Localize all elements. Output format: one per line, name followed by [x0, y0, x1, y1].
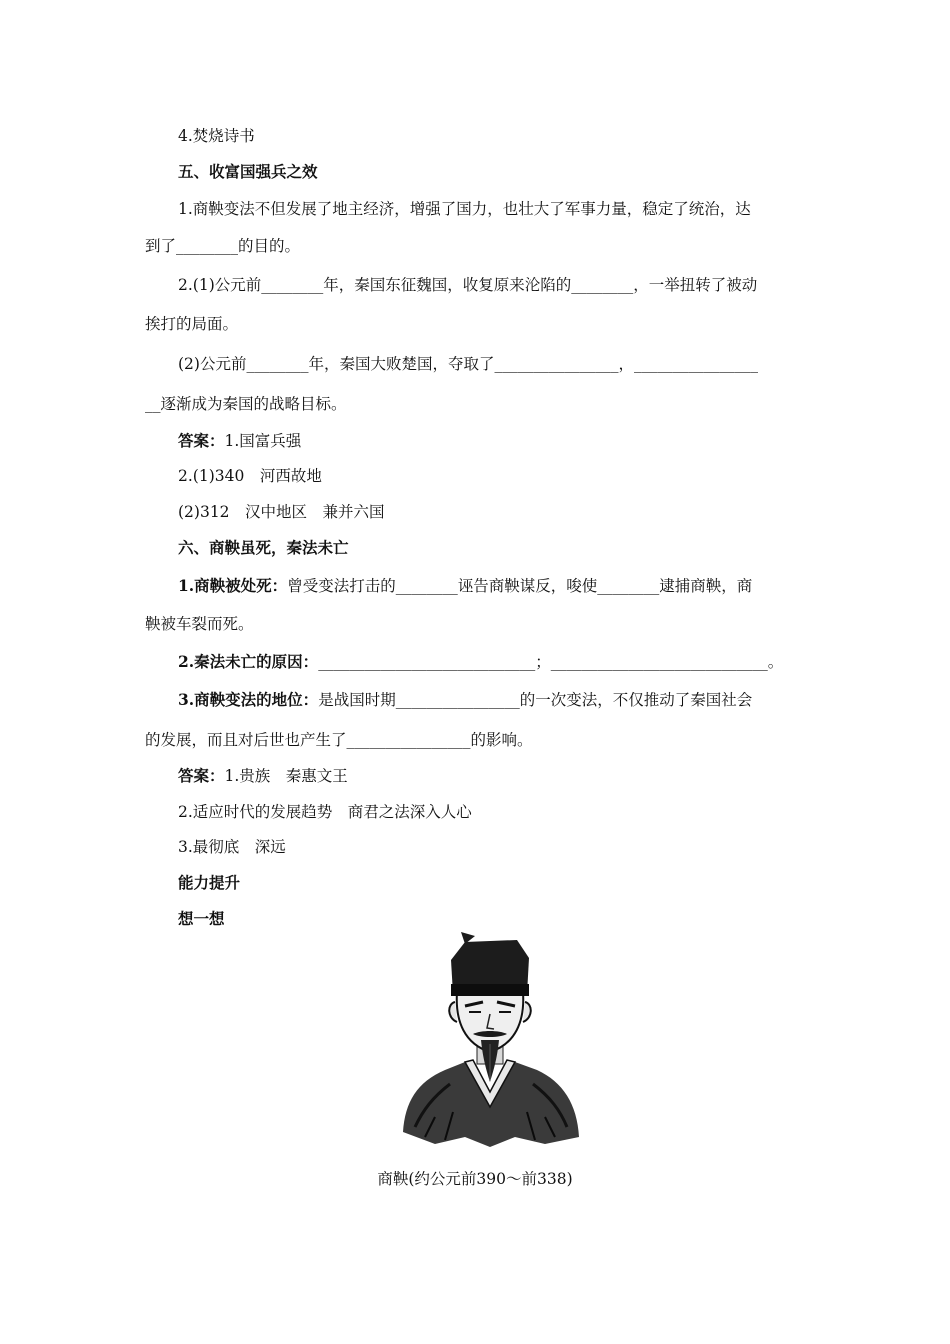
paragraph-line: 到了________的目的。 — [145, 237, 301, 255]
item-text: ____________________________；____________________________。 — [318, 653, 784, 671]
answer-line — [178, 430, 301, 452]
section-heading: 六、商鞅虽死，秦法未亡 — [178, 538, 349, 557]
list-item: 4.焚烧诗书 — [178, 127, 255, 145]
paragraph-line — [178, 575, 752, 597]
answer-text: 1.国富兵强 — [224, 432, 302, 450]
paragraph-line — [178, 689, 752, 711]
figure-caption: 商鞅(约公元前390～前338) — [377, 1170, 573, 1188]
paragraph-line: 鞅被车裂而死。 — [145, 615, 254, 633]
item-text: 是战国时期________________的一次变法，不仅推动了秦国社会 — [318, 691, 753, 709]
paragraph-line — [178, 651, 783, 673]
item-label: 3.商鞅变法的地位： — [178, 690, 319, 709]
answer-line: 3.最彻底 深远 — [178, 838, 286, 856]
item-label: 2.秦法未亡的原因： — [178, 652, 319, 671]
paragraph-line: 挨打的局面。 — [145, 315, 239, 333]
paragraph-line: 2.(1)公元前________年，秦国东征魏国，收复原来沦陷的________，一举扭转了被动 — [178, 276, 758, 294]
answer-label: 答案： — [178, 431, 225, 450]
section-heading: 能力提升 — [178, 873, 241, 892]
portrait-image — [395, 932, 585, 1150]
subsection-heading: 想一想 — [178, 909, 225, 928]
item-text: 曾受变法打击的________诬告商鞅谋反，唆使________逮捕商鞅，商 — [287, 577, 753, 595]
item-label: 1.商鞅被处死： — [178, 576, 288, 595]
paragraph-line: 1.商鞅变法不但发展了地主经济，增强了国力，也壮大了军事力量，稳定了统治，达 — [178, 200, 751, 218]
answer-line: 2.(1)340 河西故地 — [178, 467, 322, 485]
section-heading: 五、收富国强兵之效 — [178, 162, 318, 181]
paragraph-line: __逐渐成为秦国的战略目标。 — [145, 395, 347, 413]
answer-text: 1.贵族 秦惠文王 — [224, 767, 348, 785]
answer-line: 2.适应时代的发展趋势 商君之法深入人心 — [178, 803, 472, 821]
paragraph-line: (2)公元前________年，秦国大败楚国，夺取了________________，________________ — [178, 355, 758, 373]
answer-line — [178, 765, 348, 787]
answer-line: (2)312 汉中地区 兼并六国 — [178, 503, 385, 521]
answer-label: 答案： — [178, 766, 225, 785]
paragraph-line: 的发展，而且对后世也产生了________________的影响。 — [145, 731, 533, 749]
